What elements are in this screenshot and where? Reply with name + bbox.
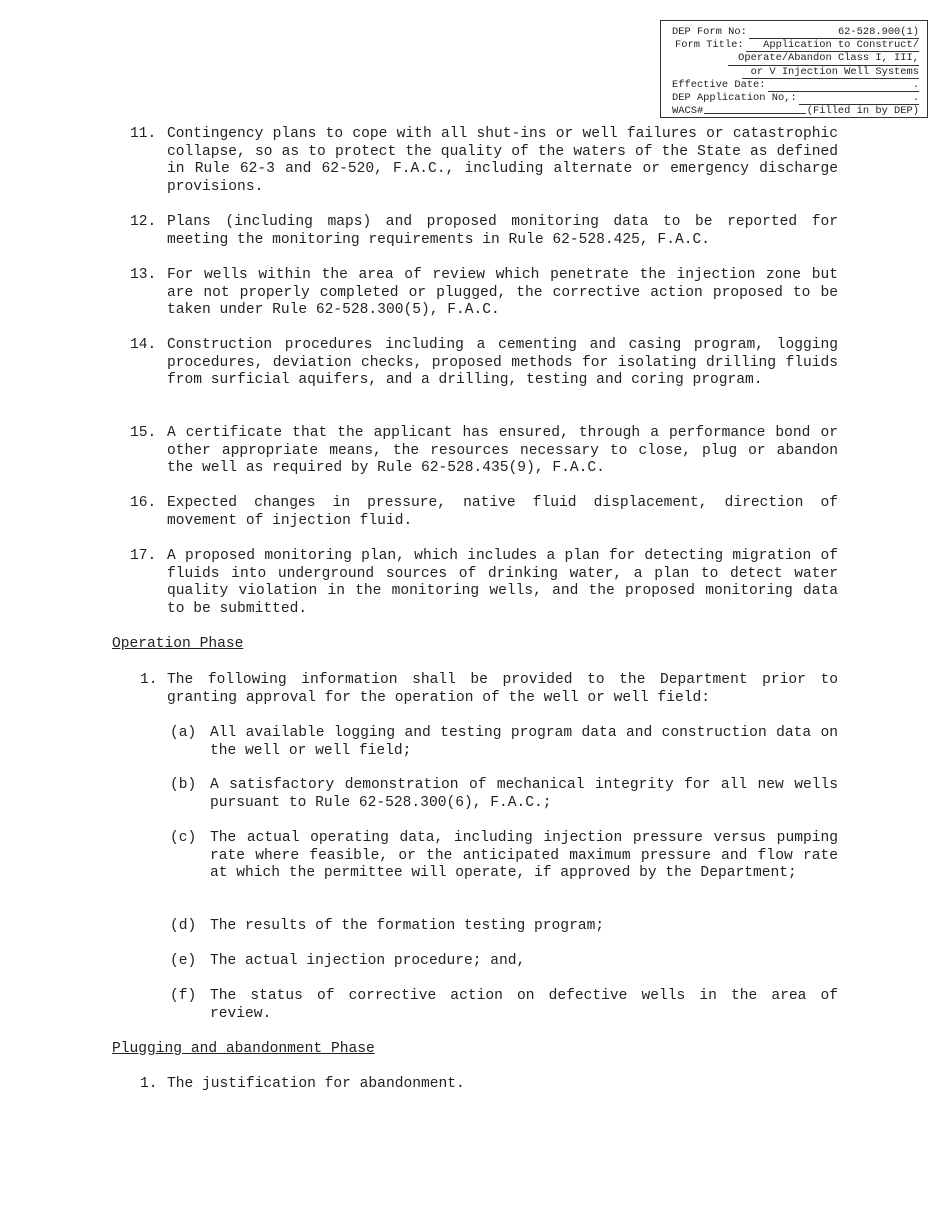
form-title-line <box>672 39 919 52</box>
application-no-line <box>672 92 919 105</box>
wacs-label: WACS# <box>672 105 704 118</box>
subitem-text: The results of the formation testing program; <box>210 918 605 934</box>
application-no-value: . <box>799 92 919 105</box>
item-number: 13. <box>130 267 157 283</box>
item-text: Contingency plans to cope with all shut-ins or well failures or catastrophic collapse, so as to protect the quality of the waters of the State as defined in Rule 62-3 and 62-520, F.A.C., including alternate or emergency discharge provisions. <box>167 126 838 195</box>
item-text: A certificate that the applicant has ensured, through a performance bond or other appropriate means, the resources necessary to close, plug or abandon the well as required by Rule 62-528.435(9), F.A.C. <box>167 425 838 477</box>
subitem-text: The actual operating data, including injection pressure versus pumping rate where feasible, or the anticipated maximum pressure and flow rate at which the permittee will operate, if approved by the Department; <box>210 830 838 882</box>
operation-subitem-f <box>170 988 838 1023</box>
form-no-label: DEP Form No: <box>672 26 747 38</box>
item-text: The following information shall be provided to the Department prior to granting approval for the operation of the well or well field: <box>167 672 838 706</box>
plugging-phase-heading: Plugging and abandonment Phase <box>112 1041 375 1057</box>
item-text: The justification for abandonment. <box>167 1076 465 1092</box>
wacs-note: (Filled in by DEP) <box>806 105 919 118</box>
operation-subitem-e <box>170 953 838 971</box>
item-text: For wells within the area of review which penetrate the injection zone but are not properly completed or plugged, the corrective action proposed to be taken under Rule 62-528.300(5), F.A.C. <box>167 267 838 319</box>
item-number: 15. <box>130 425 157 441</box>
operation-subitem-a <box>170 725 838 760</box>
item-number: 11. <box>130 126 157 142</box>
item-text: Expected changes in pressure, native fluid displacement, direction of movement of injection fluid. <box>167 495 838 529</box>
plugging-item-1 <box>130 1076 838 1094</box>
effective-date-label: Effective Date: <box>672 78 766 91</box>
form-title-line-2: Operate/Abandon Class I, III, <box>728 52 919 65</box>
effective-date-line <box>672 79 919 92</box>
list-item-15 <box>130 425 838 478</box>
item-number: 14. <box>130 337 157 353</box>
form-title-line-2-row <box>672 52 919 65</box>
item-text: Construction procedures including a cementing and casing program, logging procedures, deviation checks, proposed methods for isolating drilling fluids from surficial aquifers, and a drilling, testing and coring program. <box>167 337 838 389</box>
application-no-label: DEP Application No,: <box>672 92 797 105</box>
subitem-text: The status of corrective action on defective wells in the area of review. <box>210 988 838 1022</box>
item-number: 1. <box>140 1076 158 1092</box>
form-title-line-1: Application to Construct/ <box>746 39 919 52</box>
subitem-text: A satisfactory demonstration of mechanical integrity for all new wells pursuant to Rule 62-528.300(6), F.A.C.; <box>210 777 838 811</box>
subitem-text: All available logging and testing program data and construction data on the well or well field; <box>210 725 838 759</box>
operation-subitem-d <box>170 918 838 936</box>
subitem-label: (c) <box>170 830 197 846</box>
form-info-box <box>660 20 928 118</box>
item-number: 12. <box>130 214 157 230</box>
form-title-label: Form Title: <box>675 39 744 52</box>
form-no-line <box>672 26 919 39</box>
subitem-label: (a) <box>170 725 197 741</box>
form-title-line-3: or V Injection Well Systems <box>742 66 919 79</box>
wacs-blank <box>704 105 806 114</box>
list-item-12 <box>130 214 838 249</box>
item-number: 1. <box>140 672 158 688</box>
subitem-text: The actual injection procedure; and, <box>210 953 526 969</box>
list-item-14 <box>130 337 838 390</box>
subitem-label: (e) <box>170 953 197 969</box>
subitem-label: (f) <box>170 988 197 1004</box>
list-item-17 <box>130 548 838 618</box>
wacs-line <box>672 105 919 117</box>
item-text: A proposed monitoring plan, which includes a plan for detecting migration of fluids into underground sources of drinking water, a plan to detect water quality violation in the monitoring wells, and the proposed monitoring data to be submitted. <box>167 548 838 617</box>
form-title-line-3-row <box>672 66 919 79</box>
effective-date-value: . <box>768 79 919 92</box>
item-number: 16. <box>130 495 157 511</box>
operation-item-1 <box>130 672 838 707</box>
operation-subitem-b <box>170 777 838 812</box>
list-item-13 <box>130 267 838 320</box>
item-number: 17. <box>130 548 157 564</box>
item-text: Plans (including maps) and proposed monitoring data to be reported for meeting the monitoring requirements in Rule 62-528.425, F.A.C. <box>167 214 838 248</box>
list-item-11 <box>130 126 838 196</box>
operation-subitem-c <box>170 830 838 883</box>
subitem-label: (b) <box>170 777 197 793</box>
list-item-16 <box>130 495 838 530</box>
form-no-value: 62-528.900(1) <box>749 26 919 39</box>
operation-phase-heading: Operation Phase <box>112 636 244 652</box>
subitem-label: (d) <box>170 918 197 934</box>
